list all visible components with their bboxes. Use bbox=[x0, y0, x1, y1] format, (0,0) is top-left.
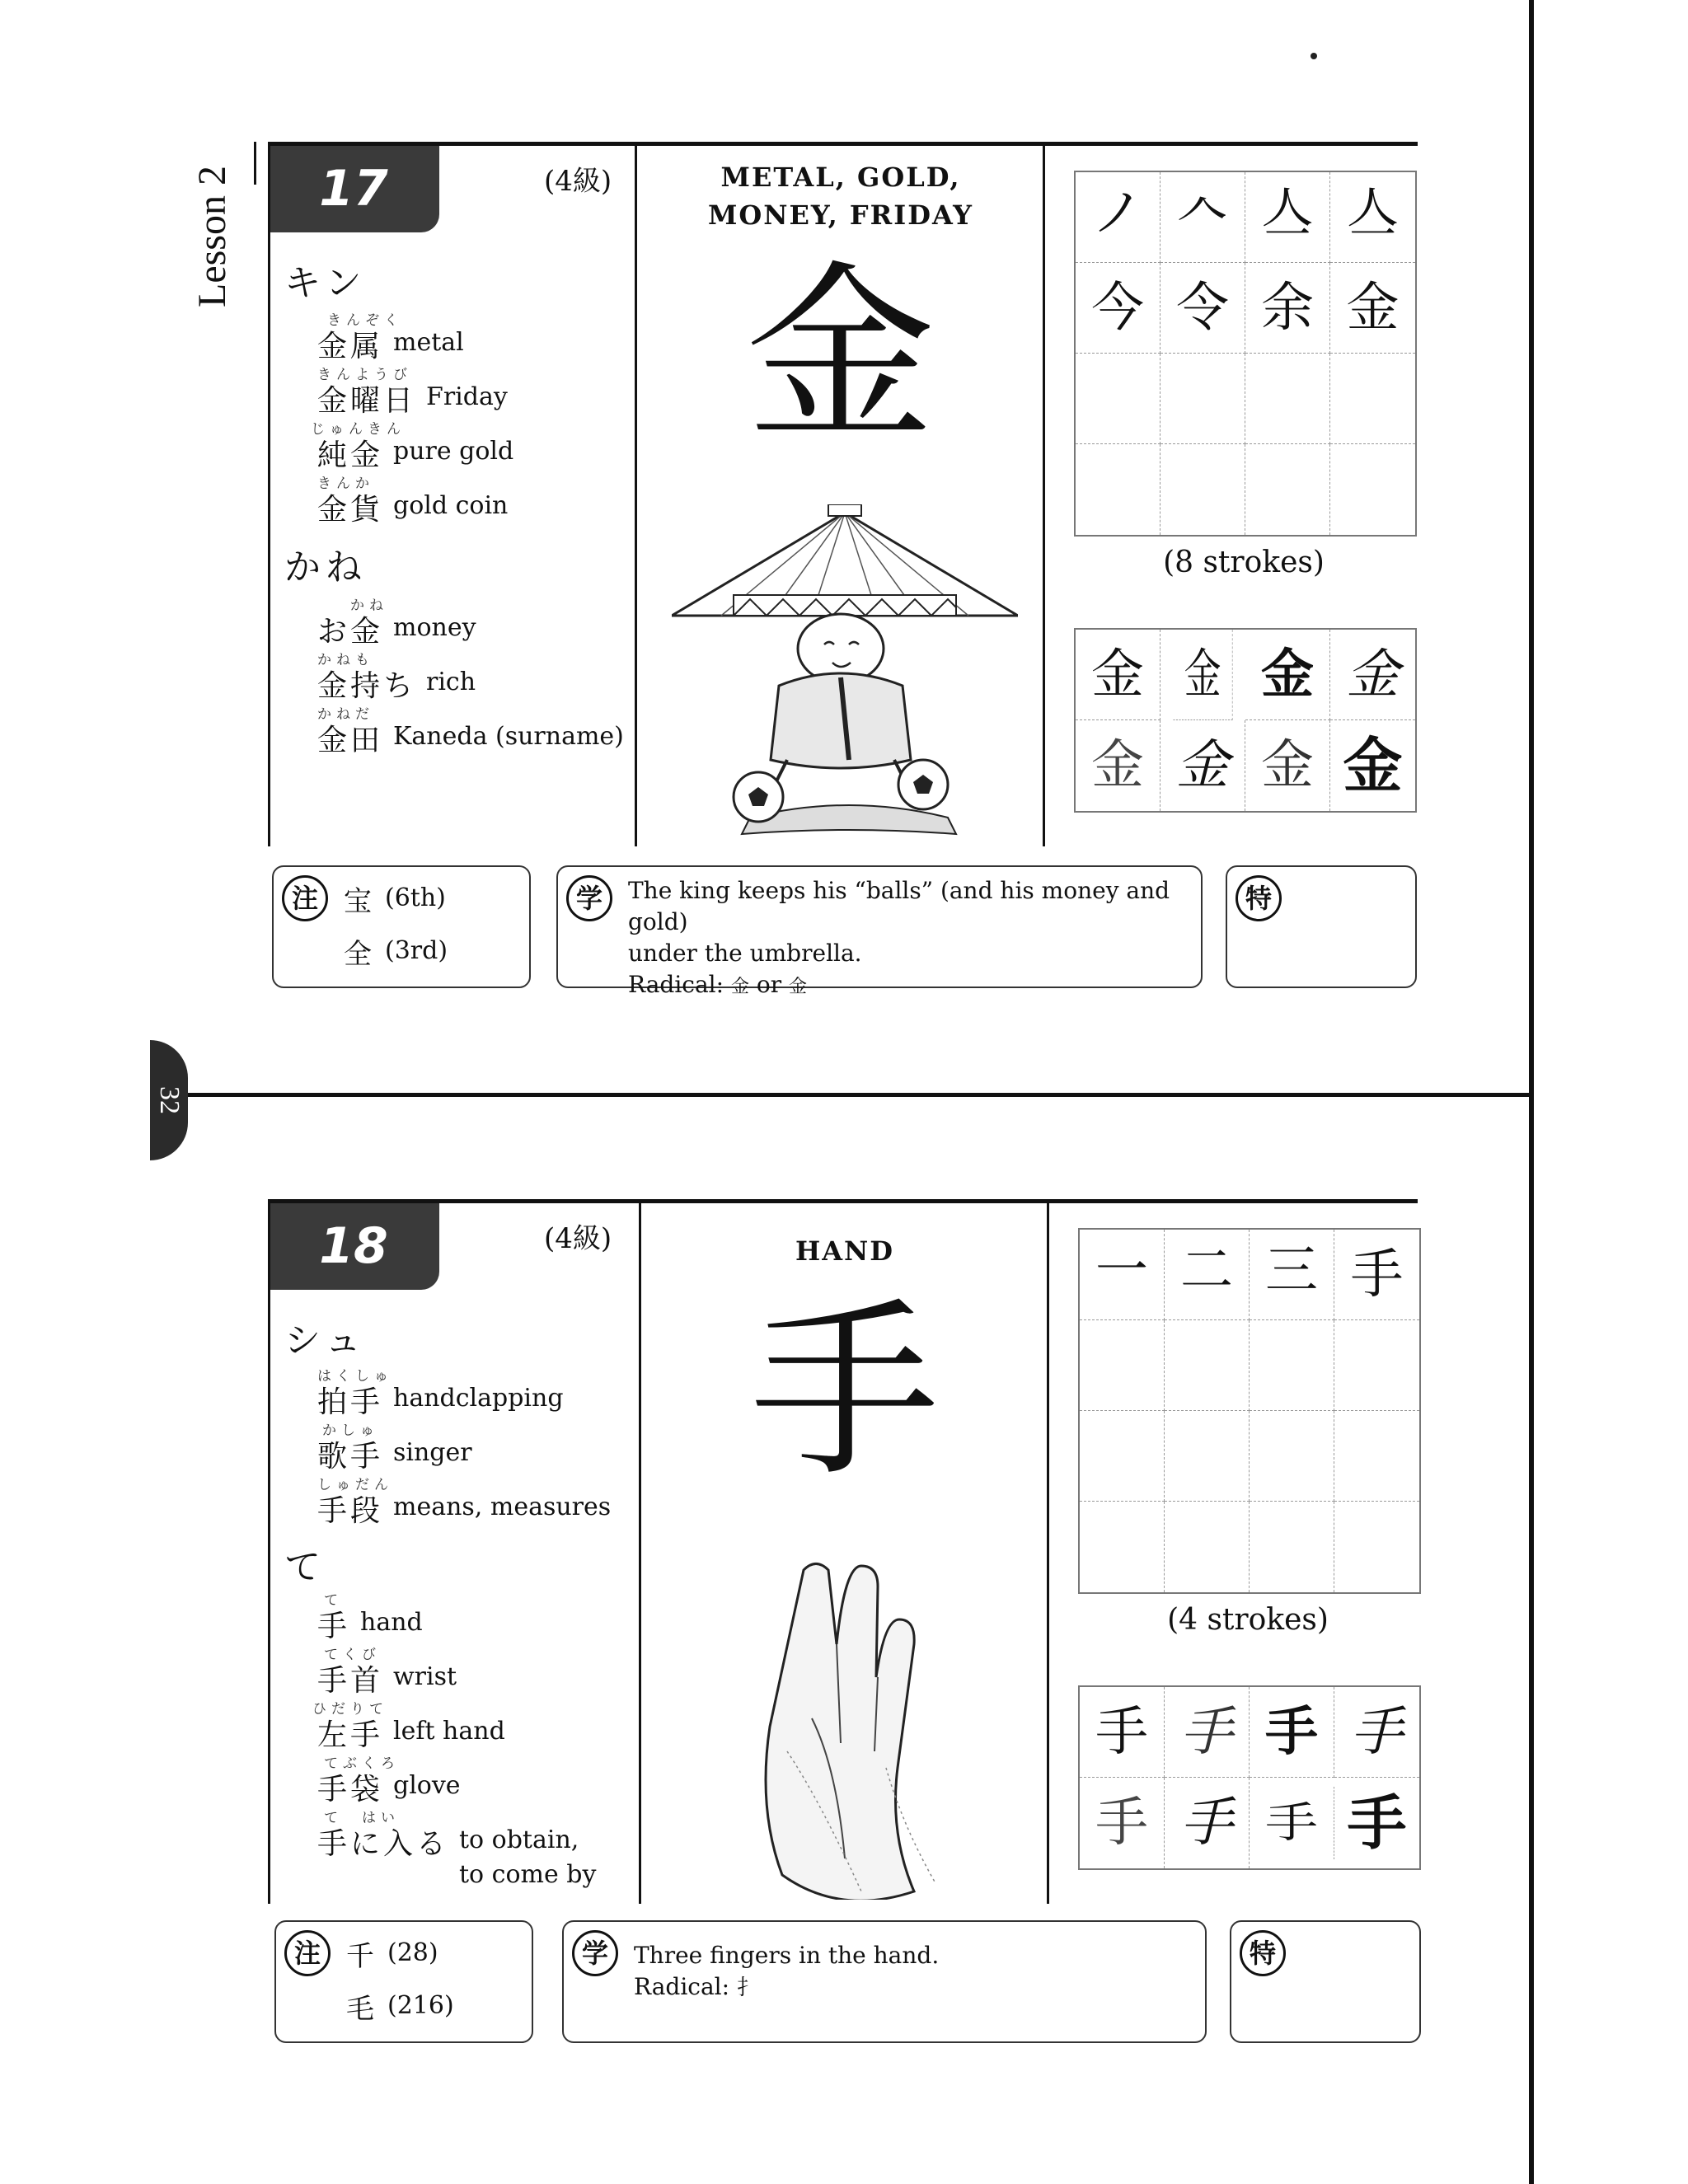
mnemonic-box bbox=[562, 1920, 1207, 2043]
special-icon: 特 bbox=[1236, 875, 1282, 921]
special-box bbox=[1230, 1920, 1421, 2043]
section-divider bbox=[188, 1093, 1531, 1097]
learn-icon: 学 bbox=[572, 1930, 618, 1976]
learn-icon: 学 bbox=[566, 875, 612, 921]
column-rule bbox=[635, 146, 637, 846]
on-reading: シュ bbox=[284, 1319, 367, 1361]
mnemonic-text: under the umbrella. bbox=[628, 940, 862, 967]
grade-level: (4級) bbox=[544, 1222, 612, 1255]
entry-top-rule bbox=[268, 1199, 1418, 1203]
king-umbrella-illustration bbox=[672, 504, 1018, 842]
entry-number: 17 bbox=[268, 146, 439, 232]
radical: 扌 bbox=[736, 1975, 758, 2000]
on-reading: キン bbox=[284, 262, 367, 304]
kanji-entry-18: 18 (4級) シュ はくしゅ 拍手 handclapping かしゅ 歌手 singer しゅだん 手段 means, measures て て 手 hand てくび 手首 wrist ひだりて 左手 left hand てぶくろ 手袋 glove て はい 手に入る to obtain, to come by HAND 手 一 二 三 手 (4 strokes) 手 手 手 手 手 手 手 手 注 千 (28) 毛 (216) 学 Three fingers in the hand. Radical: 扌 特 bbox=[268, 1199, 1418, 2048]
entry-top-rule bbox=[268, 142, 1418, 146]
stroke-order-grid: 一 二 三 手 bbox=[1078, 1228, 1421, 1594]
entry-number: 18 bbox=[268, 1203, 439, 1290]
stroke-order-grid: ノ 𠆢 亼 亼 今 令 余 金 bbox=[1074, 171, 1417, 537]
kun-reading: かね bbox=[284, 546, 367, 588]
mnemonic-text: Three fingers in the hand. bbox=[634, 1942, 940, 1969]
lesson-label: Lesson 2 bbox=[190, 166, 234, 307]
note-icon: 注 bbox=[284, 1930, 331, 1976]
meaning-heading: METAL, GOLD, MONEY, FRIDAY bbox=[707, 162, 974, 231]
radical-alt: 金 bbox=[789, 977, 808, 997]
mnemonic-text: The king keeps his “balls” (and his money and gold) bbox=[628, 877, 1170, 935]
column-rule bbox=[1047, 1203, 1049, 1904]
style-variants-grid: 手 手 手 手 手 手 手 手 bbox=[1078, 1685, 1421, 1870]
stroke-count: (4 strokes) bbox=[1167, 1603, 1329, 1637]
column-rule bbox=[268, 1203, 270, 1904]
kun-reading: て bbox=[284, 1546, 326, 1588]
special-box bbox=[1226, 865, 1417, 988]
hand-illustration bbox=[754, 1554, 952, 1900]
related-kanji-box: 注 宝 (6th) 全 (3rd) bbox=[272, 865, 531, 988]
related-kanji-box: 注 千 (28) 毛 (216) bbox=[274, 1920, 533, 2043]
column-rule bbox=[1043, 146, 1045, 846]
column-rule bbox=[639, 1203, 641, 1904]
radical: 金 bbox=[730, 977, 749, 997]
page-number-tab bbox=[150, 1040, 188, 1160]
page-number: 32 bbox=[154, 1086, 185, 1114]
meaning-heading: HAND bbox=[795, 1235, 895, 1267]
radical-line: Radical: 扌 bbox=[634, 1973, 758, 2000]
speck bbox=[1311, 53, 1317, 59]
mnemonic-box bbox=[556, 865, 1203, 998]
main-kanji: 金 bbox=[745, 246, 935, 466]
stroke-count: (8 strokes) bbox=[1163, 546, 1325, 579]
page-edge-rule bbox=[1529, 0, 1534, 2184]
kanji-entry-17: 17 (4級) キン きんぞく 金属 metal きんようび 金曜日 Friday じゅんきん 純金 pure gold きんか 金貨 gold coin かね かね お金 money かねも 金持ち rich かねだ 金田 Kaneda (surname) METAL, GOLD, MONEY, FRIDAY 金 ノ 𠆢 亼 亼 今 令 余 金 (8 strokes) 金 金 金 金 金 金 金 金 注 宝 (6th) 全 (3rd) 学 The king keeps his “balls” (and his money and gold) under the umbrella. Radical: 金 or 金 特 bbox=[268, 142, 1418, 991]
special-icon: 特 bbox=[1240, 1930, 1286, 1976]
grade-level: (4級) bbox=[544, 165, 612, 198]
column-rule bbox=[268, 146, 270, 846]
lesson-divider bbox=[254, 142, 256, 185]
main-kanji: 手 bbox=[749, 1282, 940, 1502]
note-icon: 注 bbox=[282, 875, 328, 921]
style-variants-grid: 金 金 金 金 金 金 金 金 bbox=[1074, 628, 1417, 813]
radical-line: Radical: 金 or 金 bbox=[628, 971, 808, 998]
